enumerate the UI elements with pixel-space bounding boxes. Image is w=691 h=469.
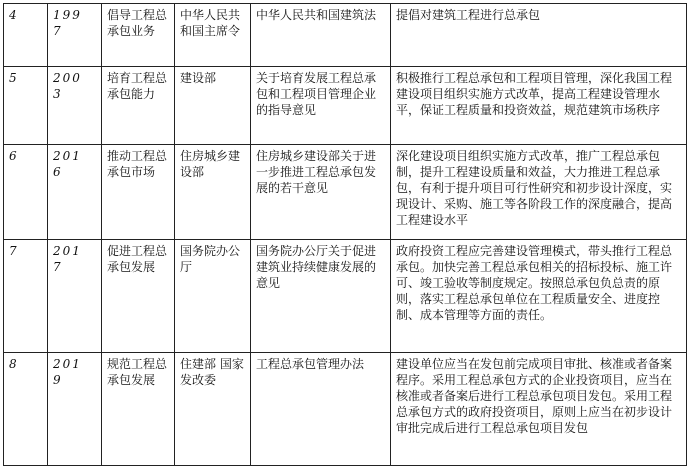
row-number: 4 <box>4 4 48 67</box>
row-content: 深化建设项目组织实施方式改革，推广工程总承包制，提升工程建设质量和效益，大力推进工程总承包，有利于提升项目可行性研究和初步设计深度，实现设计、采购、施工等各阶段工作的深度融合，提高工程建设水平 <box>391 145 687 240</box>
row-stage: 规范工程总承包发展 <box>102 353 175 466</box>
row-number: 5 <box>4 67 48 145</box>
table-row <box>4 4 687 67</box>
row-content: 建设单位应当在发包前完成项目审批、核准或者备案程序。采用工程总承包方式的企业投资项目，应当在核准或者备案后进行工程总承包项目发包。采用工程总承包方式的政府投资项目，原则上应当在初步设计审批完成后进行工程总承包项目发包 <box>391 353 687 466</box>
row-issuer: 住建部 国家发改委 <box>175 353 251 466</box>
row-content: 提倡对建筑工程进行总承包 <box>391 4 687 67</box>
row-number: 7 <box>4 240 48 353</box>
row-stage: 促进工程总承包发展 <box>102 240 175 353</box>
table-row <box>4 240 687 353</box>
table-row <box>4 145 687 240</box>
row-stage: 倡导工程总承包业务 <box>102 4 175 67</box>
row-issuer: 国务院办公厅 <box>175 240 251 353</box>
row-content: 积极推行工程总承包和工程项目管理，深化我国工程建设项目组织实施方式改革，提高工程建设管理水平，保证工程质量和投资效益，规范建筑市场秩序 <box>391 67 687 145</box>
row-document: 中华人民共和国建筑法 <box>251 4 391 67</box>
row-stage: 推动工程总承包市场 <box>102 145 175 240</box>
row-content: 政府投资工程应完善建设管理模式，带头推行工程总承包。加快完善工程总承包相关的招标投标、施工许可、竣工验收等制度规定。按照总承包负总责的原则，落实工程总承包单位在工程质量安全、进度控制、成本管理等方面的责任。 <box>391 240 687 353</box>
row-document: 关于培育发展工程总承包和工程项目管理企业的指导意见 <box>251 67 391 145</box>
row-year: 2016 <box>48 145 102 240</box>
policy-timeline-table <box>3 3 687 466</box>
row-issuer: 住房城乡建设部 <box>175 145 251 240</box>
row-year: 2019 <box>48 353 102 466</box>
row-issuer: 建设部 <box>175 67 251 145</box>
row-year: 1997 <box>48 4 102 67</box>
row-document: 工程总承包管理办法 <box>251 353 391 466</box>
row-document: 住房城乡建设部关于进一步推进工程总承包发展的若干意见 <box>251 145 391 240</box>
row-issuer: 中华人民共和国主席令 <box>175 4 251 67</box>
row-document: 国务院办公厅关于促进建筑业持续健康发展的意见 <box>251 240 391 353</box>
table-row <box>4 67 687 145</box>
row-number: 6 <box>4 145 48 240</box>
row-year: 2003 <box>48 67 102 145</box>
table-row <box>4 353 687 466</box>
row-stage: 培育工程总承包能力 <box>102 67 175 145</box>
row-year: 2017 <box>48 240 102 353</box>
row-number: 8 <box>4 353 48 466</box>
